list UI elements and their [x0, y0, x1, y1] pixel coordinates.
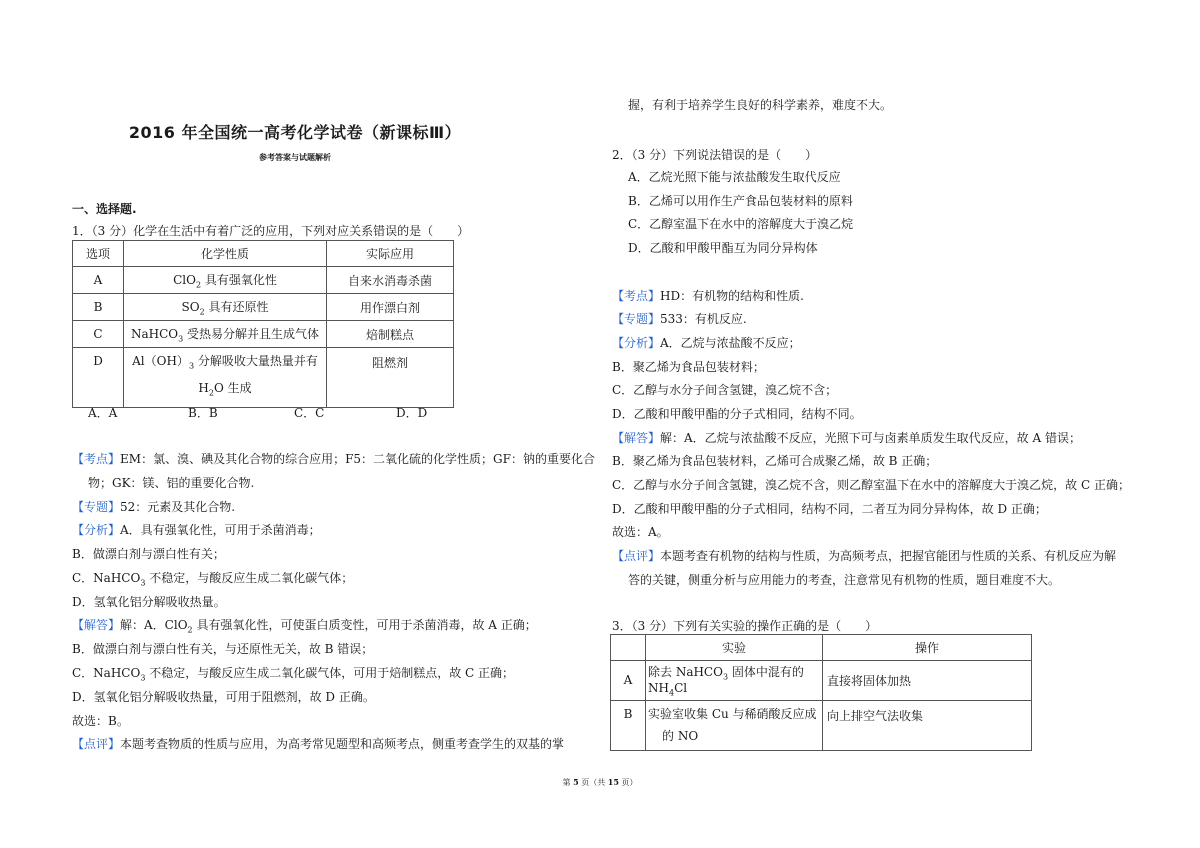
left-zhuanti: 【专题】52：元素及其化合物.: [72, 500, 236, 514]
q3-table: [610, 634, 1032, 751]
right-fenxi-4: D．乙酸和甲酸甲酯的分子式相同，结构不同。: [612, 407, 862, 421]
q1-header-application: 实际应用: [327, 241, 454, 267]
q3-row-option: B: [611, 700, 646, 750]
q1-option-c: C．C: [294, 406, 325, 420]
page-footer: 第 5 页（共 15 页）: [562, 777, 638, 787]
q1-row-option: D: [73, 348, 124, 408]
table-row: [73, 321, 454, 348]
q2-stem: 2．（3 分）下列说法错误的是（ ）: [612, 148, 818, 162]
left-jieda-3: C．NaHCO$_3$ 不稳定，与酸反应生成二氧化碳气体，可用于焙制糕点，故 C 正确；: [72, 666, 515, 683]
right-fenxi-2: B．聚乙烯为食品包装材料；: [612, 360, 765, 374]
q1-row-application: 阻燃剂: [327, 348, 454, 408]
left-dianping: 【点评】本题考查物质的性质与应用，为高考常见题型和高频考点，侧重考查学生的双基的掌: [72, 737, 565, 751]
q1-stem: 1．（3 分）化学在生活中有着广泛的应用，下列对应关系错误的是（ ）: [72, 224, 470, 238]
left-fenxi-4: D．氢氧化铝分解吸收热量。: [72, 595, 226, 609]
q1-row-application: 用作漂白剂: [327, 294, 454, 321]
left-kaodian-line-2: 物；GK：镁、铝的重要化合物.: [88, 476, 255, 490]
page-subtitle: 参考答案与试题解析: [259, 152, 331, 162]
q1-row-option: B: [73, 294, 124, 321]
q3-row-operation: 向上排空气法收集: [823, 700, 1032, 750]
page-title: 2016 年全国统一高考化学试卷（新课标Ⅲ）: [128, 123, 462, 142]
q1-row-property: NaHCO$_3$ 受热易分解并且生成气体: [124, 321, 327, 348]
q2-option-b: B．乙烯可以用作生产食品包装材料的原料: [628, 194, 853, 208]
right-guxuan: 故选：A。: [612, 525, 669, 539]
right-zhuanti: 【专题】533：有机反应.: [612, 312, 747, 326]
q2-option-c: C．乙醇室温下在水中的溶解度大于溴乙烷: [628, 217, 854, 231]
left-jieda-4: D．氢氧化铝分解吸收热量，可用于阻燃剂，故 D 正确。: [72, 690, 375, 704]
right-jieda-1: 【解答】解：A．乙烷与浓盐酸不反应，光照下可与卤素单质发生取代反应，故 A 错误；: [612, 431, 1081, 445]
q2-option-d: D．乙酸和甲酸甲酯互为同分异构体: [628, 241, 818, 255]
left-fenxi-1: 【分析】A．具有强氧化性，可用于杀菌消毒；: [72, 523, 321, 537]
left-jieda-1: 【解答】解：A．ClO$_2$ 具有强氧化性，可使蛋白质变性，可用于杀菌消毒，故 A 正确；: [72, 618, 537, 635]
right-dianping-1: 【点评】本题考查有机物的结构与性质，为高频考点，把握官能团与性质的关系、有机反应为解: [612, 549, 1117, 563]
right-jieda-4: D．乙酸和甲酸甲酯的分子式相同，结构不同，二者互为同分异构体，故 D 正确；: [612, 502, 1047, 516]
table-row: [611, 700, 1032, 750]
right-fenxi-3: C．乙醇与水分子间含氢键，溴乙烷不含；: [612, 383, 838, 397]
section-heading: 一、选择题.: [72, 202, 137, 216]
left-fenxi-3: C．NaHCO$_3$ 不稳定，与酸反应生成二氧化碳气体；: [72, 571, 354, 588]
right-kaodian: 【考点】HD：有机物的结构和性质.: [612, 289, 804, 303]
right-fenxi-1: 【分析】A．乙烷与浓盐酸不反应；: [612, 336, 801, 350]
q1-row-option: C: [73, 321, 124, 348]
table-row: [73, 267, 454, 294]
q1-table: [72, 240, 454, 408]
q1-header-property: 化学性质: [124, 241, 327, 267]
q1-option-a: A．A: [88, 406, 118, 420]
q1-row-option: A: [73, 267, 124, 294]
q3-row-operation: 直接将固体加热: [823, 661, 1032, 701]
q1-row-property: $Al(OH)_3$ 分解吸收大量热量并有 $H_2O$ 生成: [124, 348, 327, 408]
right-jieda-3: C．乙醇与水分子间含氢键，溴乙烷不含，则乙醇室温下在水中的溶解度大于溴乙烷，故 C 正确；: [612, 478, 1130, 492]
q3-header-operation: 操作: [823, 635, 1032, 661]
table-row: [611, 661, 1032, 701]
q1-option-b: B．B: [188, 406, 218, 420]
right-continuation: 握，有利于培养学生良好的科学素养，难度不大。: [628, 98, 893, 112]
q1-row-application: 焙制糕点: [327, 321, 454, 348]
right-jieda-2: B．聚乙烯为食品包装材料，乙烯可合成聚乙烯，故 B 正确；: [612, 454, 938, 468]
q1-option-d: D．D: [396, 406, 428, 420]
q3-row-option: A: [611, 661, 646, 701]
left-guxuan: 故选：B。: [72, 714, 129, 728]
q3-header-experiment: 实验: [646, 635, 823, 661]
q3-row-experiment: 除去 NaHCO$_3$ 固体中混有的 $NH_4Cl$: [646, 661, 823, 701]
q1-row-property: ClO$_2$ 具有强氧化性: [124, 267, 327, 294]
q1-row-application: 自来水消毒杀菌: [327, 267, 454, 294]
q3-stem: 3．（3 分）下列有关实验的操作正确的是（ ）: [612, 619, 878, 633]
left-jieda-2: B．做漂白剂与漂白性有关，与还原性无关，故 B 错误；: [72, 642, 374, 656]
q3-row-experiment: 实验室收集 Cu 与稀硝酸反应成 的 NO: [646, 700, 823, 750]
q1-row-property: $SO_2$ 具有还原性: [124, 294, 327, 321]
q1-header-option: 选项: [73, 241, 124, 267]
left-kaodian-line-1: 【考点】EM：氯、溴、碘及其化合物的综合应用；F5：二氧化硫的化学性质；GF：钠的重要化合: [72, 452, 595, 466]
q2-option-a: A．乙烷光照下能与浓盐酸发生取代反应: [628, 170, 841, 184]
table-row: [73, 348, 454, 408]
table-row: [73, 294, 454, 321]
right-dianping-2: 答的关键，侧重分析与应用能力的考查，注意常见有机物的性质，题目难度不大。: [628, 573, 1061, 587]
q3-header-blank: [611, 635, 646, 661]
left-fenxi-2: B．做漂白剂与漂白性有关；: [72, 547, 225, 561]
